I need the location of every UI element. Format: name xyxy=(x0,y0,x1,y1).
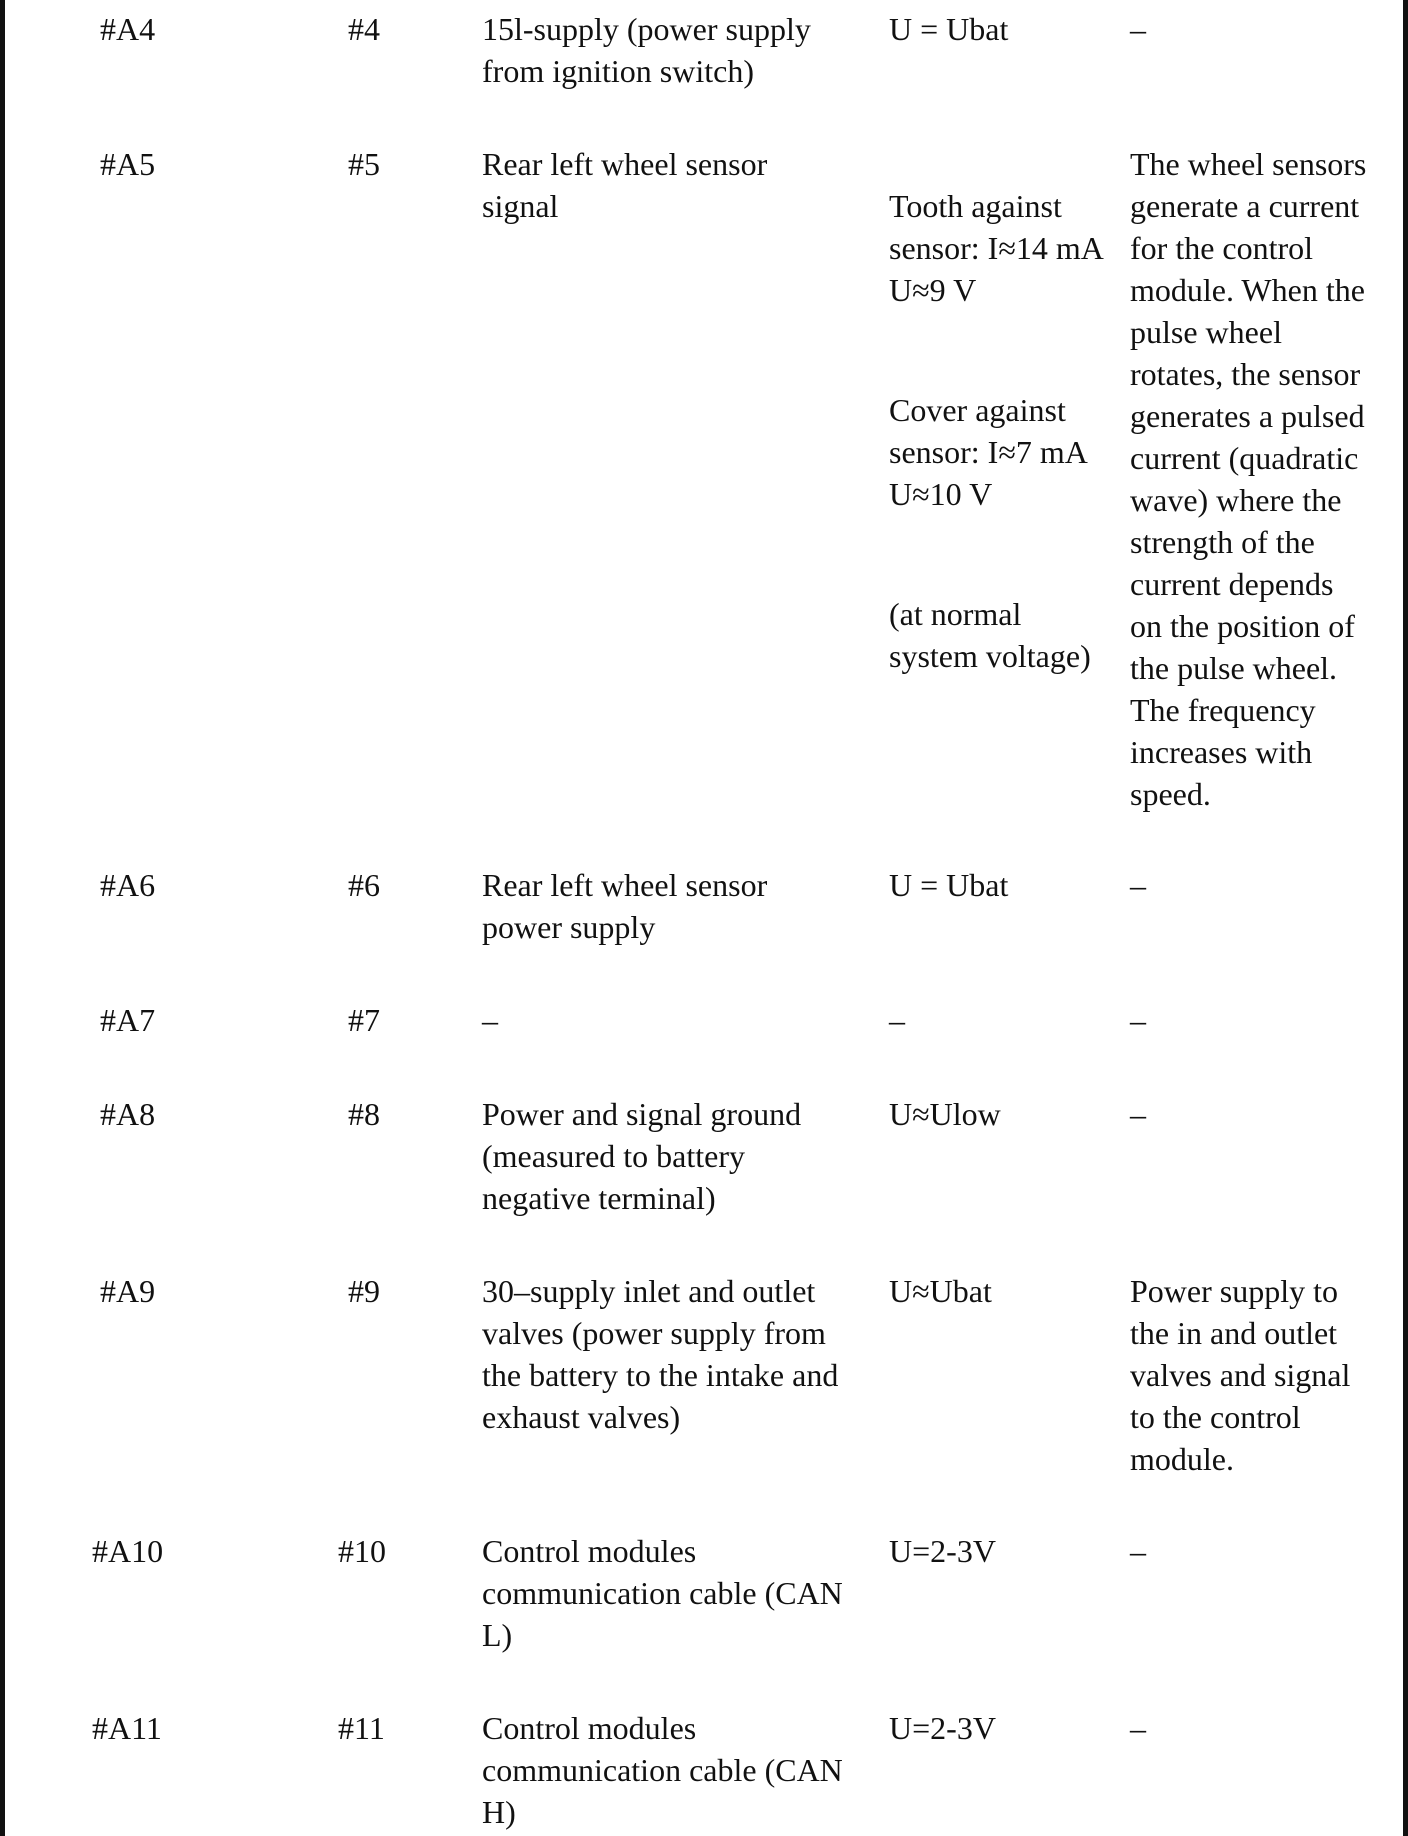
value-paragraph: (at normal system voltage) xyxy=(889,596,1091,674)
pin-cell: #A10 xyxy=(92,1533,164,1569)
note-cell: – xyxy=(1130,1096,1146,1132)
value-cell: U = Ubat xyxy=(889,867,1009,903)
value-cell: U≈Ubat xyxy=(889,1273,992,1309)
number-cell: #8 xyxy=(348,1096,380,1132)
pin-cell: #A6 xyxy=(100,867,156,903)
pin-cell: #A8 xyxy=(100,1096,156,1132)
value-cell: U=2-3V xyxy=(889,1533,996,1569)
value-cell: U≈Ulow xyxy=(889,1096,1001,1132)
number-cell: #7 xyxy=(348,1002,380,1038)
number-cell: #4 xyxy=(348,11,380,47)
pin-cell: #A9 xyxy=(100,1273,156,1309)
number-cell: #6 xyxy=(348,867,380,903)
description-cell: Rear left wheel sensor power supply xyxy=(482,867,768,945)
description-cell: 15l-supply (power supply from ignition switch) xyxy=(482,11,811,89)
value-paragraph: Cover against sensor: I≈7 mA U≈10 V xyxy=(889,392,1088,512)
description-cell: Control modules communication cable (CAN L) xyxy=(482,1533,843,1653)
table-left-border xyxy=(0,0,5,1836)
value-paragraph: Tooth against sensor: I≈14 mA U≈9 V xyxy=(889,188,1104,308)
note-cell: – xyxy=(1130,867,1146,903)
description-cell: Power and signal ground (measured to battery negative terminal) xyxy=(482,1096,802,1216)
note-cell: The wheel sensors generate a current for the control module. When the pulse wheel rotates, the sensor generates a pulsed current (quadratic wave) where the strength of the current depends on the position of the pulse wheel. The frequency increases with speed. xyxy=(1130,146,1367,812)
value-cell: U = Ubat xyxy=(889,11,1009,47)
description-cell: – xyxy=(482,1002,498,1038)
value-cell: U=2-3V xyxy=(889,1710,996,1746)
note-cell: Power supply to the in and outlet valves and signal to the control module. xyxy=(1130,1273,1351,1477)
description-cell: Rear left wheel sensor signal xyxy=(482,146,768,224)
number-cell: #10 xyxy=(338,1533,386,1569)
value-cell xyxy=(889,143,1129,719)
description-cell: Control modules communication cable (CAN H) xyxy=(482,1710,843,1830)
note-cell: – xyxy=(1130,1533,1146,1569)
note-cell: – xyxy=(1130,1002,1146,1038)
number-cell: #9 xyxy=(348,1273,380,1309)
number-cell: #11 xyxy=(338,1710,385,1746)
value-cell: – xyxy=(889,1002,905,1038)
description-cell: 30–supply inlet and outlet valves (power supply from the battery to the intake and exhaust valves) xyxy=(482,1273,839,1435)
note-cell: – xyxy=(1130,1710,1146,1746)
number-cell: #5 xyxy=(348,146,380,182)
pin-cell: #A7 xyxy=(100,1002,156,1038)
note-cell: – xyxy=(1130,11,1146,47)
pin-cell: #A5 xyxy=(100,146,156,182)
pin-cell: #A4 xyxy=(100,11,156,47)
pin-cell: #A11 xyxy=(92,1710,162,1746)
